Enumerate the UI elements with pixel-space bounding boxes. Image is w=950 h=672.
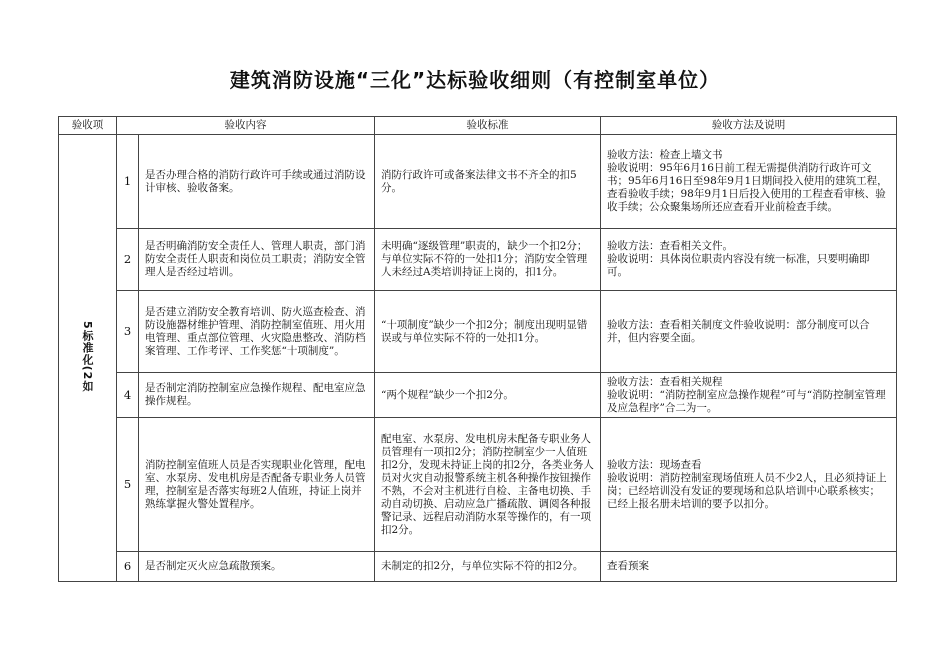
category-label: 5标准化(2如 [81,320,94,393]
row-content: 是否办理合格的消防行政许可手续或通过消防设计审核、验收备案。 [139,135,375,229]
row-content: 是否制定消防控制室应急操作规程、配电室应急操作规程。 [139,373,375,418]
header-item: 验收项 [59,117,117,135]
table-header-row [59,117,897,135]
row-content: 消防控制室值班人员是否实现职业化管理，配电室、水泵房、发电机房是否配备专职业务人员管理，控制室是否落实每班2人值班，持证上岗并熟练掌握火警处置程序。 [139,418,375,552]
acceptance-table [58,116,897,582]
row-method: 验收方法：查看相关文件。 验收说明：具体岗位职责内容没有统一标准，只要明确即可。 [601,229,897,291]
row-number: 5 [117,418,139,552]
row-method: 验收方法：查看相关制度文件验收说明：部分制度可以合并，但内容要全面。 [601,291,897,373]
row-standard: “十项制度”缺少一个扣2分；制度出现明显错误或与单位实际不符的一处扣1分。 [375,291,601,373]
header-method: 验收方法及说明 [601,117,897,135]
row-number: 6 [117,552,139,582]
row-content: 是否建立消防安全教育培训、防火巡查检查、消防设施器材维护管理、消防控制室值班、用火用电管理、重点部位管理、火灾隐患整改、消防档案管理、工作考评、工作奖惩“十项制度”。 [139,291,375,373]
table-row [59,552,897,582]
row-standard: “两个规程”缺少一个扣2分。 [375,373,601,418]
table-row [59,135,897,229]
row-standard: 配电室、水泵房、发电机房未配备专职业务人员管理有一项扣2分；消防控制室少一人值班扣2分，发现未持证上岗的扣2分，各类业务人员对火灾自动报警系统主机各种操作按钮操作不熟，不会对主机进行自检、主备电切换、手动自动切换、启动应急广播疏散、调阅各种报警记录、远程启动消防水泵等操作的，有一项扣2分。 [375,418,601,552]
table-row [59,229,897,291]
row-method: 验收方法：检查上墙文书 验收说明：95年6月16日前工程无需提供消防行政许可文书；95年6月16日至98年9月1日期间投入使用的建筑工程，查看验收手续；98年9月1日后投入使用的工程查看审核、验收手续；公众聚集场所还应查看开业前检查手续。 [601,135,897,229]
page-title: 建筑消防设施“三化”达标验收细则（有控制室单位） [229,68,721,92]
row-method: 查看预案 [601,552,897,582]
category-cell [59,135,117,582]
row-standard: 未明确“逐级管理”职责的，缺少一个扣2分；与单位实际不符的一处扣1分；消防安全管理人未经过A类培训持证上岗的，扣1分。 [375,229,601,291]
row-standard: 消防行政许可或备案法律文书不齐全的扣5分。 [375,135,601,229]
row-number: 3 [117,291,139,373]
table-row [59,373,897,418]
row-standard: 未制定的扣2分，与单位实际不符的扣2分。 [375,552,601,582]
header-standard: 验收标准 [375,117,601,135]
row-content: 是否明确消防安全责任人、管理人职责，部门消防安全责任人职责和岗位员工职责；消防安全管理人是否经过培训。 [139,229,375,291]
table-row [59,418,897,552]
row-number: 1 [117,135,139,229]
header-content: 验收内容 [117,117,375,135]
row-content: 是否制定灭火应急疏散预案。 [139,552,375,582]
row-method: 验收方法：查看相关规程 验收说明：“消防控制室应急操作规程”可与“消防控制室管理及应急程序”合二为一。 [601,373,897,418]
table-row [59,291,897,373]
row-method: 验收方法：现场查看 验收说明：消防控制室现场值班人员不少2人，且必须持证上岗；已经培训没有发证的要现场和总队培训中心联系核实；已经上报名册未培训的要予以扣分。 [601,418,897,552]
row-number: 2 [117,229,139,291]
row-number: 4 [117,373,139,418]
